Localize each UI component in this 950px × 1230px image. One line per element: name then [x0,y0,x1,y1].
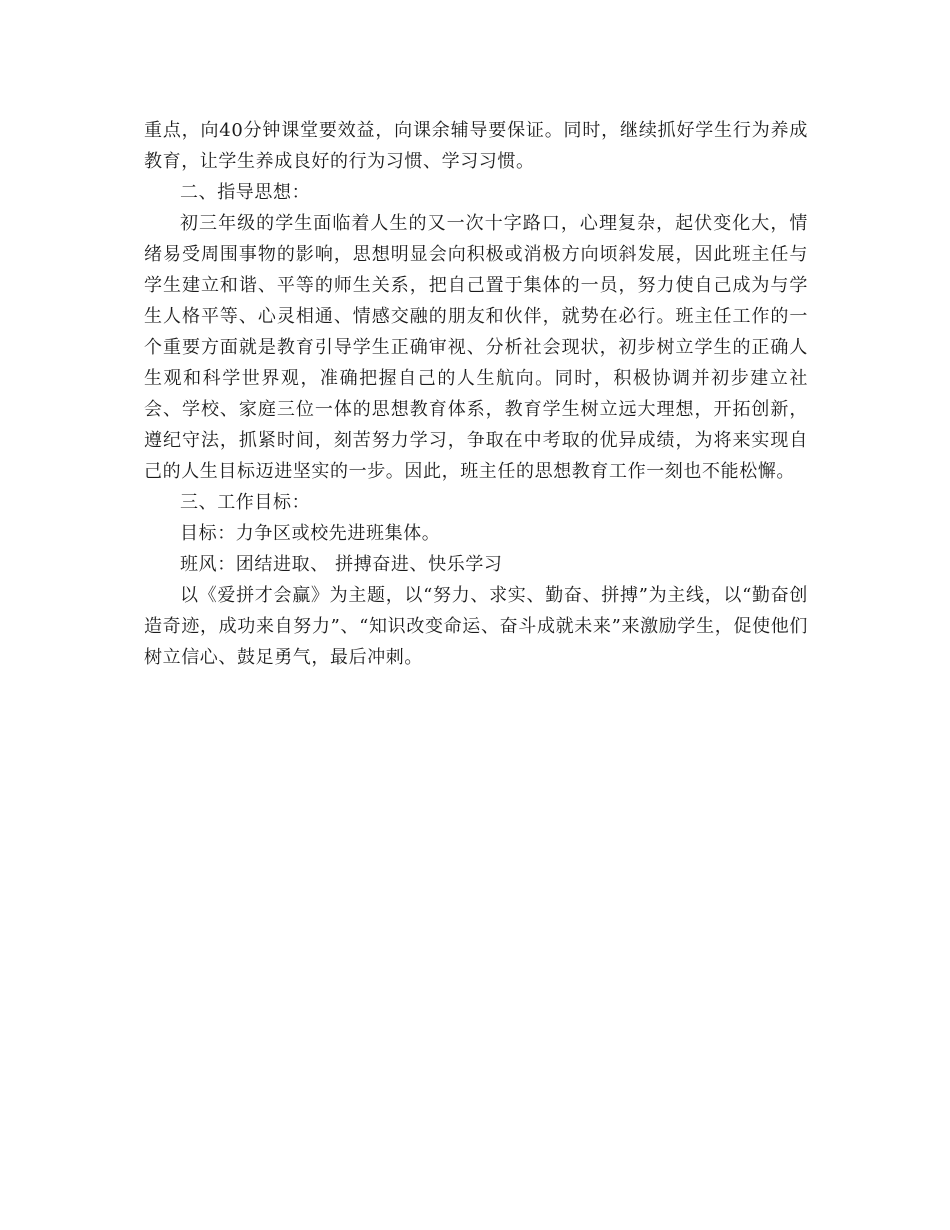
paragraph-continuation: 重点，向40分钟课堂要效益，向课余辅导要保证。同时，继续抓好学生行为养成教育，让学生养成良好的行为习惯、学习习惯。 [144,120,808,172]
paragraph-class-style: 班风：团结进取、 拼搏奋进、快乐学习 [180,554,503,575]
paragraph-guiding-thought: 初三年级的学生面临着人生的又一次十字路口，心理复杂，起伏变化大，情绪易受周围事物的影响，思想明显会向积极或消极方向顷斜发展，因此班主任与学生建立和谐、平等的师生关系，把自己置于集体的一员，努力使自己成为与学生人格平等、心灵相通、情感交融的朋友和伙伴，就势在必行。班主任工作的一个重要方面就是教育引导学生正确审视、分析社会现状，初步树立学生的正确人生观和科学世界观，准确把握自己的人生航向。同时，积极协调并初步建立社会、学校、家庭三位一体的思想教育体系，教育学生树立远大理想，开拓创新，遵纪守法，抓紧时间，刻苦努力学习，争取在中考取的优异成绩，为将来实现自己的人生目标迈进坚实的一步。因此，班主任的思想教育工作一刻也不能松懈。 [144,213,808,482]
paragraph-theme: 以《爱拼才会赢》为主题，以“努力、求实、勤奋、拼搏”为主线，以“勤奋创造奇迹，成功来自努力”、“知识改变命运、奋斗成就未来”来激励学生，促使他们树立信心、鼓足勇气，最后冲刺。 [144,585,808,668]
section-heading-work-goals: 三、工作目标： [180,492,311,513]
document-body [144,115,808,673]
paragraph-goal: 目标：力争区或校先进班集体。 [180,523,441,544]
section-heading-guiding-thought: 二、指导思想： [180,182,311,203]
